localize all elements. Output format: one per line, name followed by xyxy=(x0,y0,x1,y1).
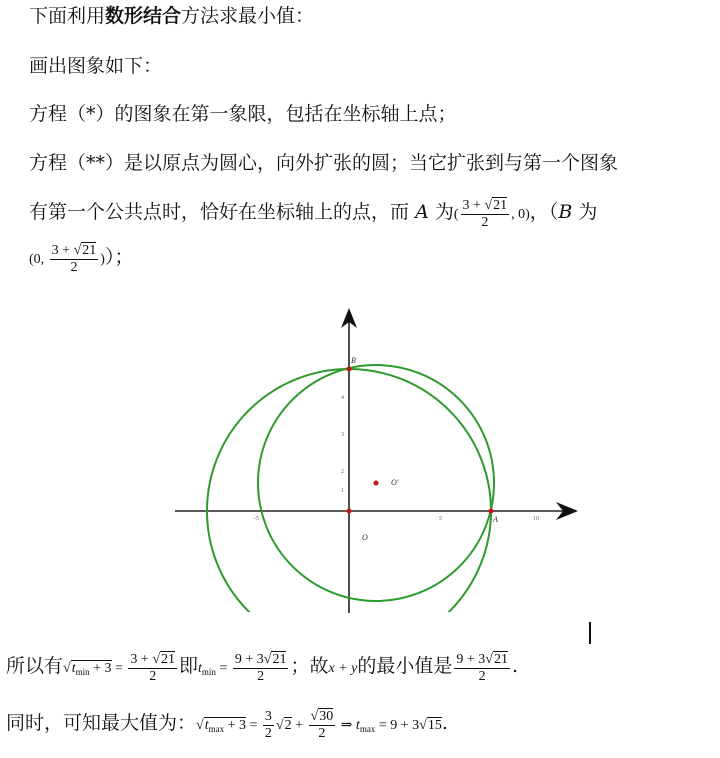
text-cursor xyxy=(589,622,591,644)
draw-graph-text: 画出图象如下： xyxy=(29,55,163,77)
label-b: B xyxy=(351,356,356,365)
intersection-text: 有第一个公共点时，恰好在坐标轴上的点，而 xyxy=(29,201,410,223)
min-expr-1: $√t_{min} + 3$ = $\frac{3 + √21}{2}$ xyxy=(63,652,176,685)
tick-y4: 4 xyxy=(341,395,344,401)
intro-text-end: 方法求最小值： xyxy=(181,5,315,27)
frac-max-2: $\frac{√30}{2}$ xyxy=(310,709,334,742)
max-text-period: . xyxy=(441,712,448,734)
frac-min-1: $\frac{3 + √21}{2}$ xyxy=(130,652,176,685)
point-center xyxy=(374,481,379,486)
intro-line xyxy=(29,2,314,30)
intersection-wei: 为 xyxy=(434,201,454,223)
min-text-period: . xyxy=(511,655,518,677)
label-a: A xyxy=(493,515,498,524)
frac-min-2: $\frac{9 + 3√21}{2}$ xyxy=(234,652,287,685)
equation1-text: 方程（*）的图象在第一象限，包括在坐标轴上点； xyxy=(29,103,457,125)
intro-bold: 数形结合 xyxy=(105,5,182,27)
frac-b: $\frac{3 + √21}{2}$ xyxy=(51,243,97,276)
intersection-wei-b: 为 xyxy=(578,201,598,223)
coord-b: (0, $\frac{3 + √21}{2}$ ) xyxy=(29,243,105,276)
min-text-suoyi: 所以有 xyxy=(6,655,64,677)
min-text-ji: 即 xyxy=(179,655,199,677)
label-center: O' xyxy=(391,478,399,487)
equation2-text: 方程（**）是以原点为圆心，向外扩张的圆；当它扩张到与第一个图象 xyxy=(29,152,619,174)
max-value-line xyxy=(6,709,448,743)
tick-y1: 1 xyxy=(341,488,344,494)
tick-x10: 10 xyxy=(533,516,539,522)
coord-b-end: ）； xyxy=(104,246,134,268)
frac-a: $\frac{3 + √21}{2}$ xyxy=(462,198,508,231)
draw-graph-line xyxy=(29,52,162,80)
min-text-shi: 的最小值是 xyxy=(357,655,453,677)
label-origin: O xyxy=(362,533,368,542)
equation1-line xyxy=(29,100,457,128)
min-value-line xyxy=(6,652,518,686)
coord-a: ( $\frac{3 + √21}{2}$ , 0) xyxy=(453,198,530,231)
intersection-paren: ，（ xyxy=(529,201,559,223)
graph-figure xyxy=(0,300,720,630)
max-text: 同时，可知最大值为： xyxy=(6,712,197,734)
point-b-label: B xyxy=(558,201,573,223)
frac-max-1: $\frac{3}{2}$ xyxy=(264,709,272,742)
equation2-line xyxy=(29,149,618,177)
max-expr: $√t_{max} + 3$ = $\frac{3}{2}$ √2 + $\frac{√30}{2}$ ⇒ $t_{max} = 9 + 3√15$ xyxy=(196,709,442,742)
coord-b-line xyxy=(29,243,133,276)
tick-y3: 3 xyxy=(341,432,344,438)
tick-x5: 5 xyxy=(439,516,442,522)
point-a-label: A xyxy=(415,201,429,223)
intro-text: 下面利用 xyxy=(29,5,106,27)
min-text-gu: ；故 xyxy=(290,655,329,677)
min-expr-xy: x + y xyxy=(328,661,358,676)
frac-min-3: $\frac{9 + 3√21}{2}$ xyxy=(456,652,508,685)
point-origin xyxy=(347,509,352,514)
min-expr-2: $t_{min}$ = $\frac{9 + 3√21}{2}$ xyxy=(198,652,287,685)
point-a xyxy=(489,509,494,514)
intersection-line xyxy=(29,198,597,231)
point-b xyxy=(347,367,352,372)
min-expr-3 xyxy=(452,652,512,685)
tick-y2: 2 xyxy=(341,469,344,475)
tick-x-neg5: -5 xyxy=(254,516,259,522)
